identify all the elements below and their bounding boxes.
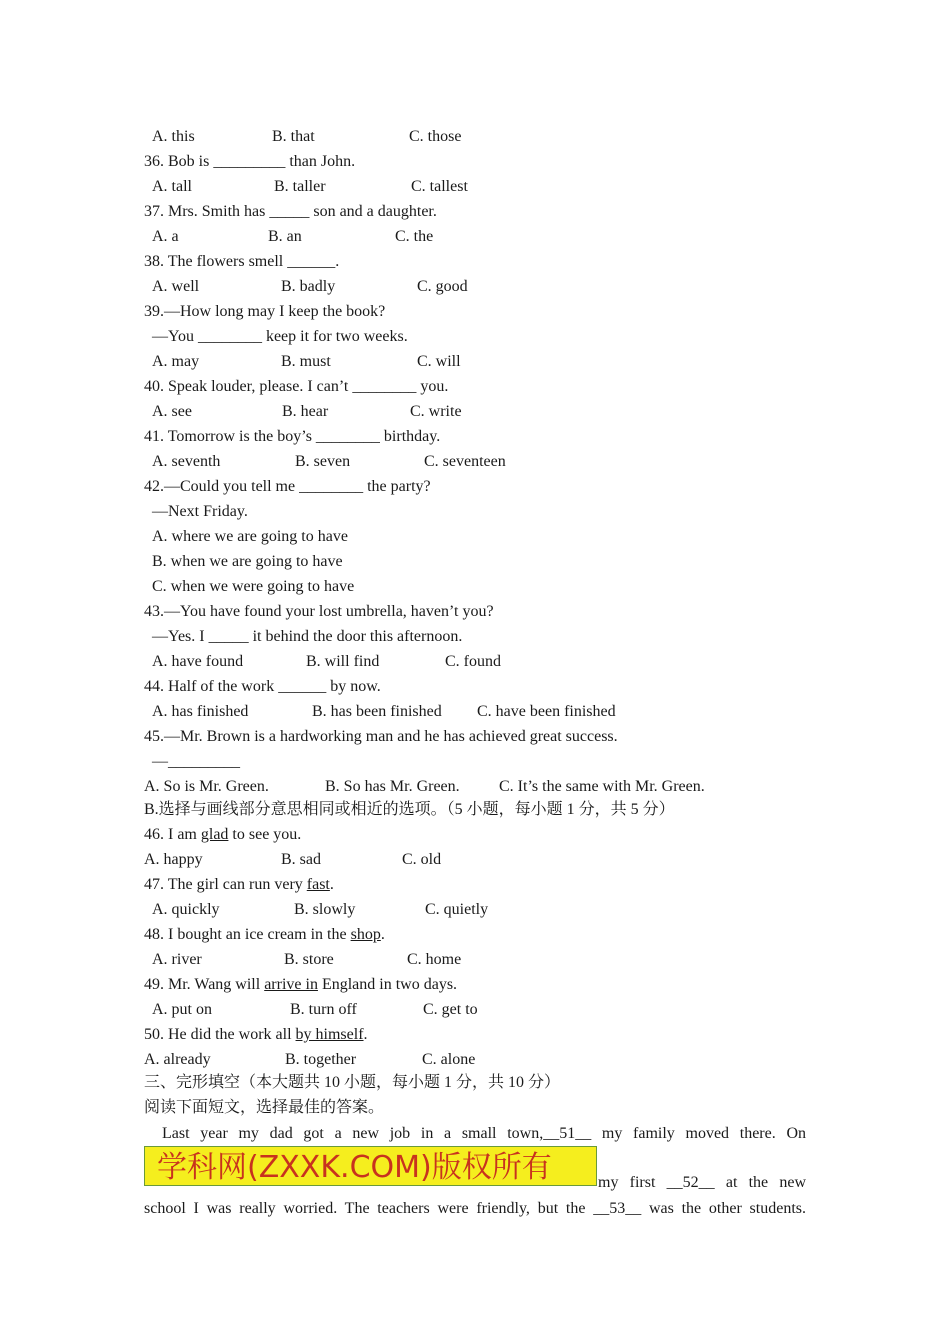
q45-option-b: B. So has Mr. Green. — [325, 778, 460, 795]
q44-option-c: C. have been finished — [477, 703, 616, 720]
q46-option-c: C. old — [402, 851, 442, 868]
q39-option-b: B. must — [281, 353, 331, 370]
q46-stem: 46. I am glad to see you. — [144, 826, 302, 843]
q43-option-b: B. will find — [306, 653, 380, 670]
q36-option-a: A. tall — [152, 178, 192, 195]
q48-option-c: C. home — [407, 951, 462, 968]
q42-option-b: B. when we are going to have — [152, 553, 343, 570]
q48-stem: 48. I bought an ice cream in the shop. — [144, 926, 385, 943]
q38-option-b: B. badly — [281, 278, 336, 295]
q47-option-b: B. slowly — [294, 901, 356, 918]
q47-option-a: A. quickly — [152, 901, 220, 918]
q39-reply: —You ________ keep it for two weeks. — [148, 328, 408, 345]
passage-line-1: Last year my dad got a new job in a small town,__51__ my family moved there. On — [162, 1125, 806, 1142]
q49-option-a: A. put on — [152, 1001, 212, 1018]
q40-option-a: A. see — [152, 403, 192, 420]
passage-line-2: my first __52__ at the new — [598, 1174, 806, 1191]
q45-option-a: A. So is Mr. Green. — [144, 778, 269, 795]
q41-option-a: A. seventh — [152, 453, 221, 470]
q43-option-c: C. found — [445, 653, 501, 670]
q42-stem: 42.—Could you tell me ________ the party? — [144, 478, 431, 495]
q41-option-c: C. seventeen — [424, 453, 506, 470]
q49-option-b: B. turn off — [290, 1001, 357, 1018]
passage-line-3: school I was really worried. The teachers were friendly, but the __53__ was the other students. — [144, 1200, 806, 1217]
q45-stem: 45.—Mr. Brown is a hardworking man and he has achieved great success. — [144, 728, 618, 745]
q37-stem: 37. Mrs. Smith has _____ son and a daughter. — [144, 203, 437, 220]
q37-option-a: A. a — [152, 228, 179, 245]
q39-option-c: C. will — [417, 353, 461, 370]
q43-reply: —Yes. I _____ it behind the door this afternoon. — [148, 628, 463, 645]
q39-stem: 39.—How long may I keep the book? — [144, 303, 386, 320]
q43-option-a: A. have found — [152, 653, 244, 670]
instruction: 阅读下面短文，选择最佳的答案。 — [144, 1099, 385, 1116]
q43-stem: 43.—You have found your lost umbrella, haven’t you? — [144, 603, 494, 620]
q50-stem: 50. He did the work all by himself. — [144, 1026, 368, 1043]
q46-option-b: B. sad — [281, 851, 321, 868]
q37-option-c: C. the — [395, 228, 434, 245]
q42-option-a: A. where we are going to have — [152, 528, 348, 545]
q48-option-b: B. store — [284, 951, 334, 968]
q41-option-b: B. seven — [295, 453, 351, 470]
q40-stem: 40. Speak louder, please. I can’t ________ you. — [144, 378, 449, 395]
q37-option-b: B. an — [268, 228, 302, 245]
q36-option-c: C. tallest — [411, 178, 468, 195]
watermark-banner — [144, 1146, 597, 1186]
q49-option-c: C. get to — [423, 1001, 478, 1018]
q46-underlined-word: glad — [200, 826, 229, 843]
q38-option-a: A. well — [152, 278, 200, 295]
q48-underlined-word: shop — [350, 926, 381, 943]
watermark-logo — [145, 1147, 596, 1185]
q46-option-a: A. happy — [144, 851, 203, 868]
q40-option-b: B. hear — [282, 403, 329, 420]
q48-option-a: A. river — [152, 951, 202, 968]
q36-stem: 36. Bob is _________ than John. — [144, 153, 356, 170]
q38-stem: 38. The flowers smell ______. — [144, 253, 340, 270]
q50-underlined-phrase: by himself — [295, 1026, 364, 1043]
section-b-heading: B.选择与画线部分意思相同或相近的选项。（5 小题，每小题 1 分，共 5 分） — [144, 801, 675, 818]
q50-option-b: B. together — [285, 1051, 357, 1068]
q45-reply: —_________ — [148, 753, 240, 770]
q47-stem: 47. The girl can run very fast. — [144, 876, 334, 893]
q35-option-c: C. those — [409, 128, 462, 145]
q45-option-c: C. It’s the same with Mr. Green. — [499, 778, 705, 795]
q35-option-b: B. that — [272, 128, 315, 145]
q49-stem: 49. Mr. Wang will arrive in England in two days. — [144, 976, 458, 993]
q44-option-b: B. has been finished — [312, 703, 442, 720]
q39-option-a: A. may — [152, 353, 200, 370]
q42-option-c: C. when we were going to have — [152, 578, 355, 595]
q50-option-a: A. already — [144, 1051, 211, 1068]
q35-option-a: A. this — [152, 128, 195, 145]
q36-option-b: B. taller — [274, 178, 326, 195]
section-3-heading: 三、完形填空（本大题共 10 小题，每小题 1 分，共 10 分） — [144, 1074, 561, 1091]
q40-option-c: C. write — [410, 403, 462, 420]
svg-text:学科网(ZXXK.COM)版权所有: 学科网(ZXXK.COM)版权所有 — [157, 1150, 552, 1185]
q44-option-a: A. has finished — [152, 703, 249, 720]
q38-option-c: C. good — [417, 278, 468, 295]
q49-underlined-phrase: arrive in — [264, 976, 318, 993]
q47-option-c: C. quietly — [425, 901, 489, 918]
q44-stem: 44. Half of the work ______ by now. — [144, 678, 381, 695]
q47-underlined-word: fast — [306, 876, 330, 893]
q41-stem: 41. Tomorrow is the boy’s ________ birthday. — [144, 428, 441, 445]
q42-reply: —Next Friday. — [148, 503, 248, 520]
q50-option-c: C. alone — [422, 1051, 476, 1068]
